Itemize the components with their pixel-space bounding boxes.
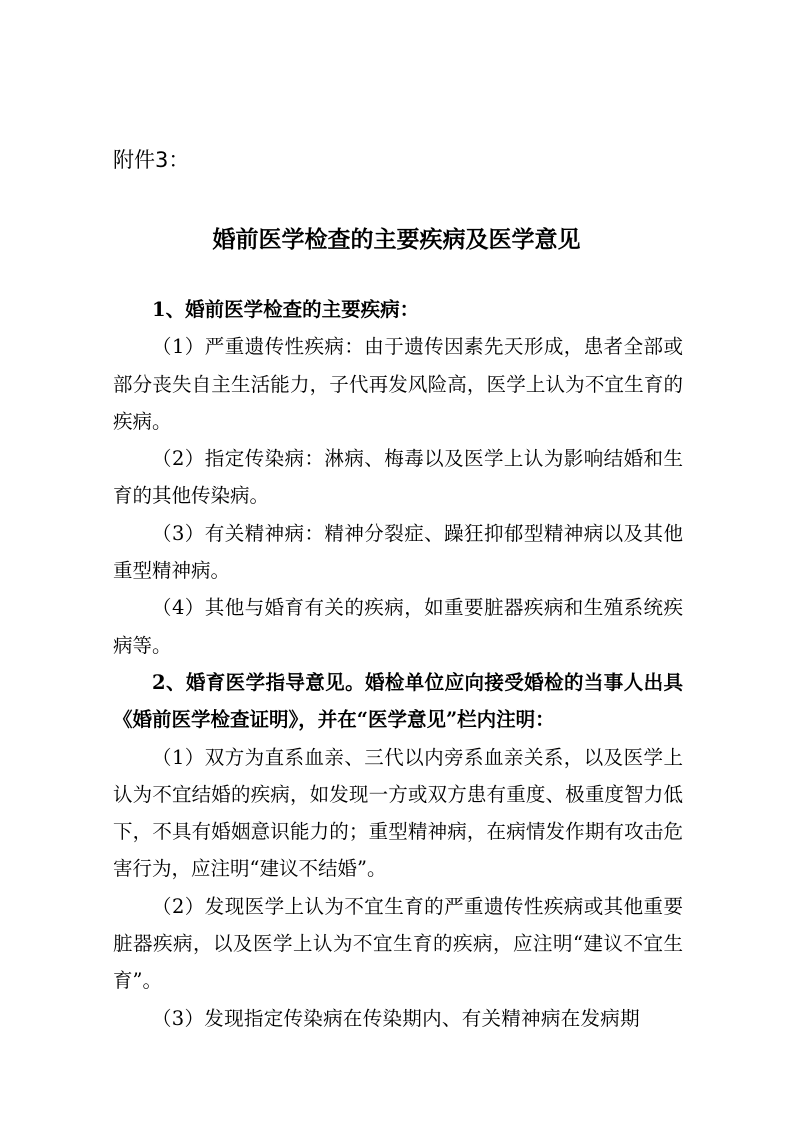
paragraph: （4）其他与婚育有关的疾病，如重要脏器疾病和生殖系统疾病等。 bbox=[113, 596, 683, 657]
document-title: 婚前医学检查的主要疾病及医学意见 bbox=[212, 227, 581, 253]
section-heading: 1、婚前医学检查的主要疾病： bbox=[152, 298, 420, 321]
attachment-label: 附件3： bbox=[113, 148, 190, 172]
paragraph: （2）指定传染病：淋病、梅毒以及医学上认为影响结婚和生育的其他传染病。 bbox=[113, 447, 683, 508]
paragraph: （1）双方为直系血亲、三代以内旁系血亲关系，以及医学上认为不宜结婚的疾病，如发现一方或双方患有重度、极重度智力低下，不具有婚姻意识能力的；重型精神病，在病情发作期有攻击危害行为，应注明“建议不结婚”。 bbox=[113, 745, 683, 881]
paragraph: （2）发现医学上认为不宜生育的严重遗传性疾病或其他重要脏器疾病，以及医学上认为不宜生育的疾病，应注明“建议不宜生育”。 bbox=[113, 894, 683, 993]
paragraph: （3）发现指定传染病在传染期内、有关精神病在发病期 bbox=[152, 1006, 640, 1030]
document-body bbox=[113, 291, 683, 1037]
section-heading: 2、婚育医学指导意见。婚检单位应向接受婚检的当事人出具《婚前医学检查证明》，并在“医学意见”栏内注明： bbox=[113, 670, 683, 732]
paragraph: （3）有关精神病：精神分裂症、躁狂抑郁型精神病以及其他重型精神病。 bbox=[113, 521, 683, 583]
paragraph: （1）严重遗传性疾病：由于遗传因素先天形成，患者全部或部分丧失自主生活能力，子代再发风险高，医学上认为不宜生育的疾病。 bbox=[113, 335, 683, 433]
